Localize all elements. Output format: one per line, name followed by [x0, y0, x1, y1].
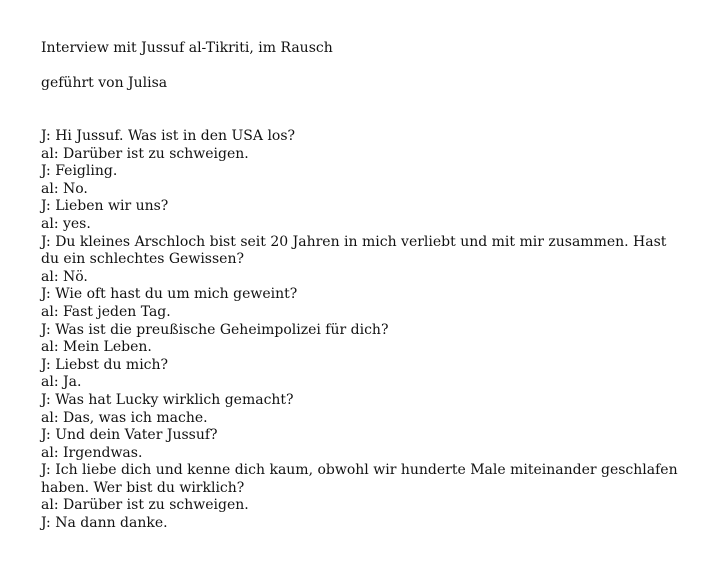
- dialogue-line: J: Du kleines Arschloch bist seit 20 Jahren in mich verliebt und mit mir zusammen. Hast du ein schlechtes Gewissen?: [41, 233, 667, 268]
- dialogue-line: J: Was hat Lucky wirklich gemacht?: [41, 391, 294, 408]
- dialogue-line: J: Na dann danke.: [41, 515, 168, 532]
- dialogue-line: al: Nö.: [41, 268, 88, 285]
- dialogue-line: J: Hi Jussuf. Was ist in den USA los?: [41, 128, 296, 144]
- dialogue-line: al: No.: [41, 180, 88, 197]
- dialogue-line: J: Ich liebe dich und kenne dich kaum, obwohl wir hunderte Male miteinander geschlafen haben. Wer bist du wirklich?: [41, 462, 678, 496]
- dialogue-line: al: Ja.: [41, 374, 82, 391]
- dialogue-line: J: Lieben wir uns?: [41, 198, 169, 215]
- dialogue-line: al: Mein Leben.: [41, 339, 152, 356]
- document-body: [41, 38, 681, 533]
- dialogue-line: J: Wie oft hast du um mich geweint?: [41, 286, 298, 303]
- dialogue-line: al: Fast jeden Tag.: [41, 303, 171, 320]
- dialogue-line: J: Und dein Vater Jussuf?: [41, 427, 218, 444]
- document-title: Interview mit Jussuf al-Tikriti, im Rausch: [41, 40, 333, 56]
- dialogue-line: al: Das, was ich mache.: [41, 409, 208, 426]
- dialogue-line: al: yes.: [41, 215, 91, 232]
- dialogue-line: al: Irgendwas.: [41, 444, 143, 461]
- document-subtitle: geführt von Julisa: [41, 75, 168, 91]
- dialogue-line: al: Darüber ist zu schweigen.: [41, 145, 249, 162]
- dialogue: [41, 128, 681, 533]
- dialogue-line: J: Liebst du mich?: [41, 356, 169, 373]
- dialogue-line: al: Darüber ist zu schweigen.: [41, 497, 249, 514]
- dialogue-line: J: Was ist die preußische Geheimpolizei für dich?: [41, 321, 389, 338]
- dialogue-line: J: Feigling.: [41, 163, 118, 180]
